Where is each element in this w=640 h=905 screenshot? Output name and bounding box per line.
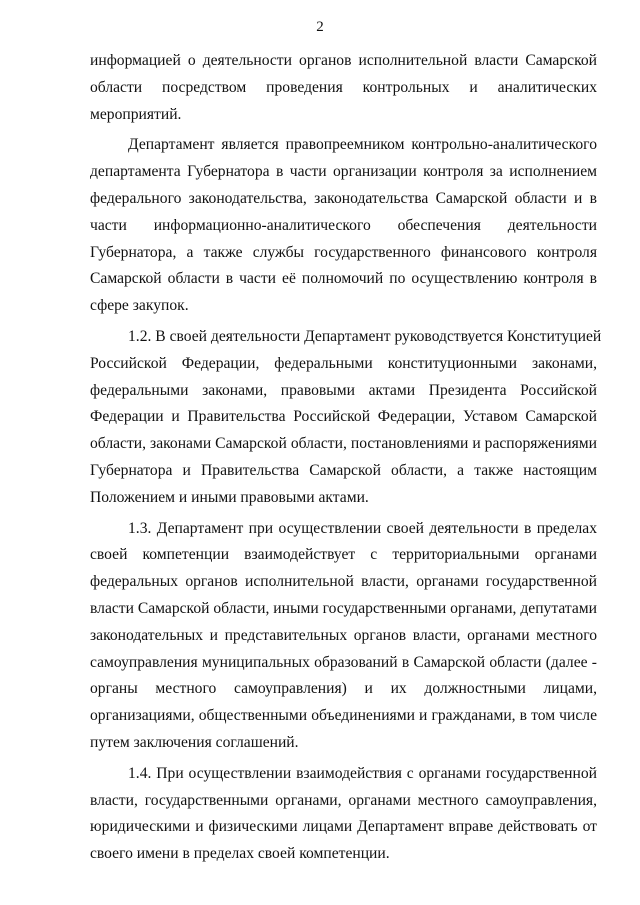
text-line: области посредством проведения контрольных и аналитических: [90, 78, 597, 96]
text-line: мероприятий.: [90, 105, 182, 123]
text-line: области, законами Самарской области, постановлениями и распоряжениями: [90, 435, 597, 453]
text-line: путем заключения соглашений.: [90, 733, 299, 751]
text-line: органы местного самоуправления) и их должностными лицами,: [90, 680, 597, 698]
paragraph-1-4: [90, 761, 597, 868]
text-line: департамента Губернатора в части организации контроля за исполнением: [90, 163, 597, 181]
text-line: Губернатора и Правительства Самарской области, а также настоящим: [90, 461, 597, 479]
text-line: Положением и иными правовыми актами.: [90, 488, 369, 506]
text-line: федерального законодательства, законодательства Самарской области и в: [90, 189, 597, 207]
text-line: Самарской области в части её полномочий по осуществлению контроля в: [90, 270, 597, 288]
text-line: Федерации и Правительства Российской Федерации, Уставом Самарской: [90, 408, 597, 426]
text-line: 1.4. При осуществлении взаимодействия с органами государственной: [128, 764, 597, 782]
text-line: Российской Федерации, федеральными конституционными законами,: [90, 354, 597, 372]
text-line: власти, государственными органами, органами местного самоуправления,: [90, 791, 597, 809]
paragraph-1-3: [90, 516, 597, 757]
paragraph: [90, 48, 597, 128]
text-line: законодательных и представительных органов власти, органами местного: [90, 626, 597, 644]
text-line: федеральных органов исполнительной власти, органами государственной: [90, 573, 597, 591]
text-line: юридическими и физическими лицами Департамент вправе действовать от: [90, 818, 597, 836]
text-line: информацией о деятельности органов исполнительной власти Самарской: [90, 52, 597, 69]
text-line: сфере закупок.: [90, 297, 189, 315]
text-line: самоуправления муниципальных образований в Самарской области (далее -: [90, 653, 597, 671]
page-number: 2: [316, 19, 324, 35]
text-line: власти Самарской области, иными государственными органами, депутатами: [90, 599, 598, 617]
text-line: Губернатора, а также службы государственного финансового контроля: [90, 243, 597, 261]
text-line: 1.2. В своей деятельности Департамент руководствуется Конституцией: [128, 327, 602, 345]
text-line: федеральными законами, правовыми актами Президента Российской: [90, 381, 597, 399]
text-line: части информационно-аналитического обеспечения деятельности: [90, 216, 597, 234]
text-line: организациями, общественными объединениями и гражданами, в том числе: [90, 707, 597, 725]
paragraph: [90, 132, 597, 320]
text-line: своей компетенции взаимодействует с территориальными органами: [90, 546, 597, 564]
text-line: своего имени в пределах своей компетенции.: [90, 845, 390, 863]
text-line: Департамент является правопреемником контрольно-аналитического: [128, 136, 597, 154]
text-line: 1.3. Департамент при осуществлении своей деятельности в пределах: [128, 519, 597, 537]
document-body: [90, 48, 602, 868]
paragraph-1-2: [90, 324, 602, 512]
